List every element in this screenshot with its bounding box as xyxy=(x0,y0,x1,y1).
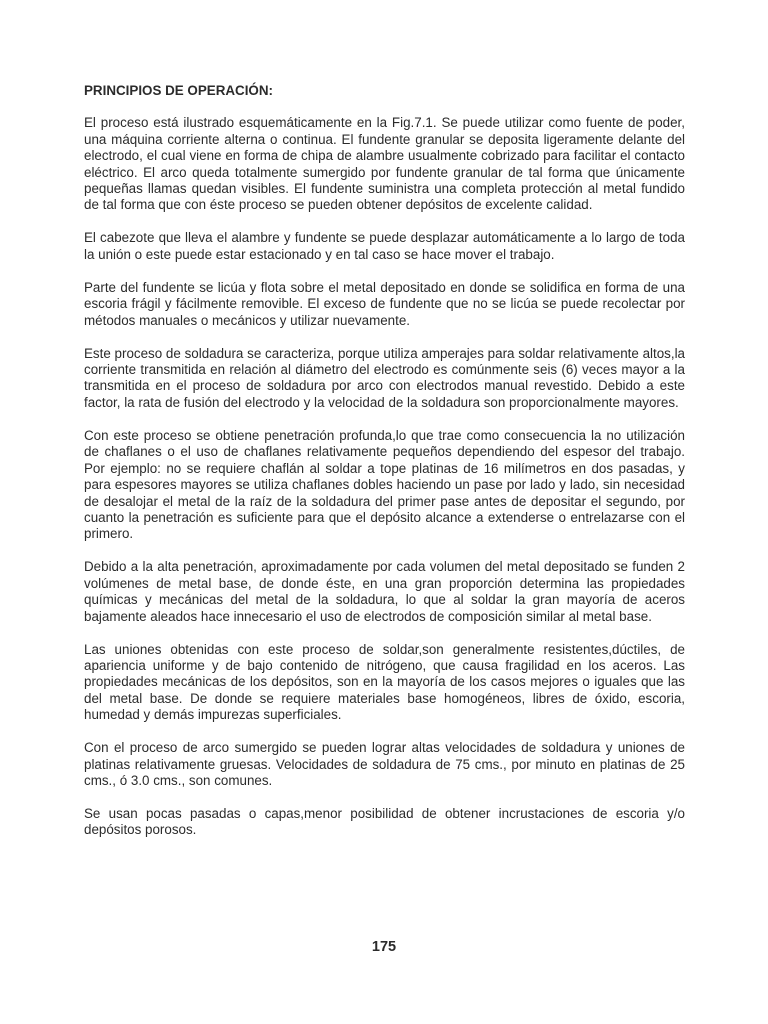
document-body xyxy=(84,83,685,855)
paragraph-3: Parte del fundente se licúa y flota sobre el metal depositado en donde se solidifica en forma de una escoria frágil y fácilmente removible. El exceso de fundente que no se licúa se puede recolectar por métodos manuales o mecánicos y utilizar nuevamente. xyxy=(84,279,685,328)
paragraph-7: Las uniones obtenidas con este proceso de soldar,son generalmente resistentes,dúctiles, de apariencia uniforme y de bajo contenido de nitrógeno, que causa fragilidad en los aceros. Las propiedades mecánicas de los depósitos, son en la mayoría de los casos mejores o iguales que las del metal base. De donde se requiere materiales base homogéneos, libres de óxido, escoria, humedad y demás impurezas superficiales. xyxy=(84,641,685,723)
section-heading: PRINCIPIOS DE OPERACIÓN: xyxy=(84,83,273,98)
paragraph-5: Con este proceso se obtiene penetración profunda,lo que trae como consecuencia la no utilización de chaflanes o el uso de chaflanes relativamente pequeños dependiendo del espesor del trabajo. Por ejemplo: no se requiere chaflán al soldar a tope platinas de 16 milímetros en dos pasadas, y para espesores mayores se utiliza chaflanes dobles haciendo un pase por lado y lado, sin necesidad de desalojar el metal de la raíz de la soldadura del primer pase antes de depositar el segundo, por cuanto la penetración es suficiente para que el depósito alcance a extenderse o entrelazarse con el primero. xyxy=(84,427,685,542)
paragraph-1: El proceso está ilustrado esquemáticamente en la Fig.7.1. Se puede utilizar como fuente de poder, una máquina corriente alterna o continua. El fundente granular se deposita ligeramente delante del electrodo, el cual viene en forma de chipa de alambre usualmente cobrizado para facilitar el contacto eléctrico. El arco queda totalmente sumergido por fundente granular de tal forma que únicamente pequeñas llamas quedan visibles. El fundente suministra una completa protección al metal fundido de tal forma que con éste proceso se pueden obtener depósitos de excelente calidad. xyxy=(84,115,685,213)
paragraph-6: Debido a la alta penetración, aproximadamente por cada volumen del metal depositado se funden 2 volúmenes de metal base, de donde éste, en una gran proporción determina las propiedades químicas y mecánicas del metal de la soldadura, lo que al soldar la gran mayoría de aceros bajamente aleados hace innecesario el uso de electrodos de composición similar al metal base. xyxy=(84,559,685,624)
page-number: 175 xyxy=(371,939,397,955)
paragraph-8: Con el proceso de arco sumergido se pueden lograr altas velocidades de soldadura y uniones de platinas relativamente gruesas. Velocidades de soldadura de 75 cms., por minuto en platinas de 25 cms., ó 3.0 cms., son comunes. xyxy=(84,740,685,788)
paragraph-9: Se usan pocas pasadas o capas,menor posibilidad de obtener incrustaciones de escoria y/o depósitos porosos. xyxy=(84,805,685,838)
paragraph-2: El cabezote que lleva el alambre y fundente se puede desplazar automáticamente a lo largo de toda la unión o este puede estar estacionado y en tal caso se hace mover el trabajo. xyxy=(84,230,685,262)
paragraph-4: Este proceso de soldadura se caracteriza, porque utiliza amperajes para soldar relativamente altos,la corriente transmitida en relación al diámetro del electrodo es comúnmente seis (6) veces mayor a la transmitida en el proceso de soldadura por arco con electrodos manual revestido. Debido a este factor, la rata de fusión del electrodo y la velocidad de la soldadura son proporcionalmente mayores. xyxy=(84,345,685,410)
